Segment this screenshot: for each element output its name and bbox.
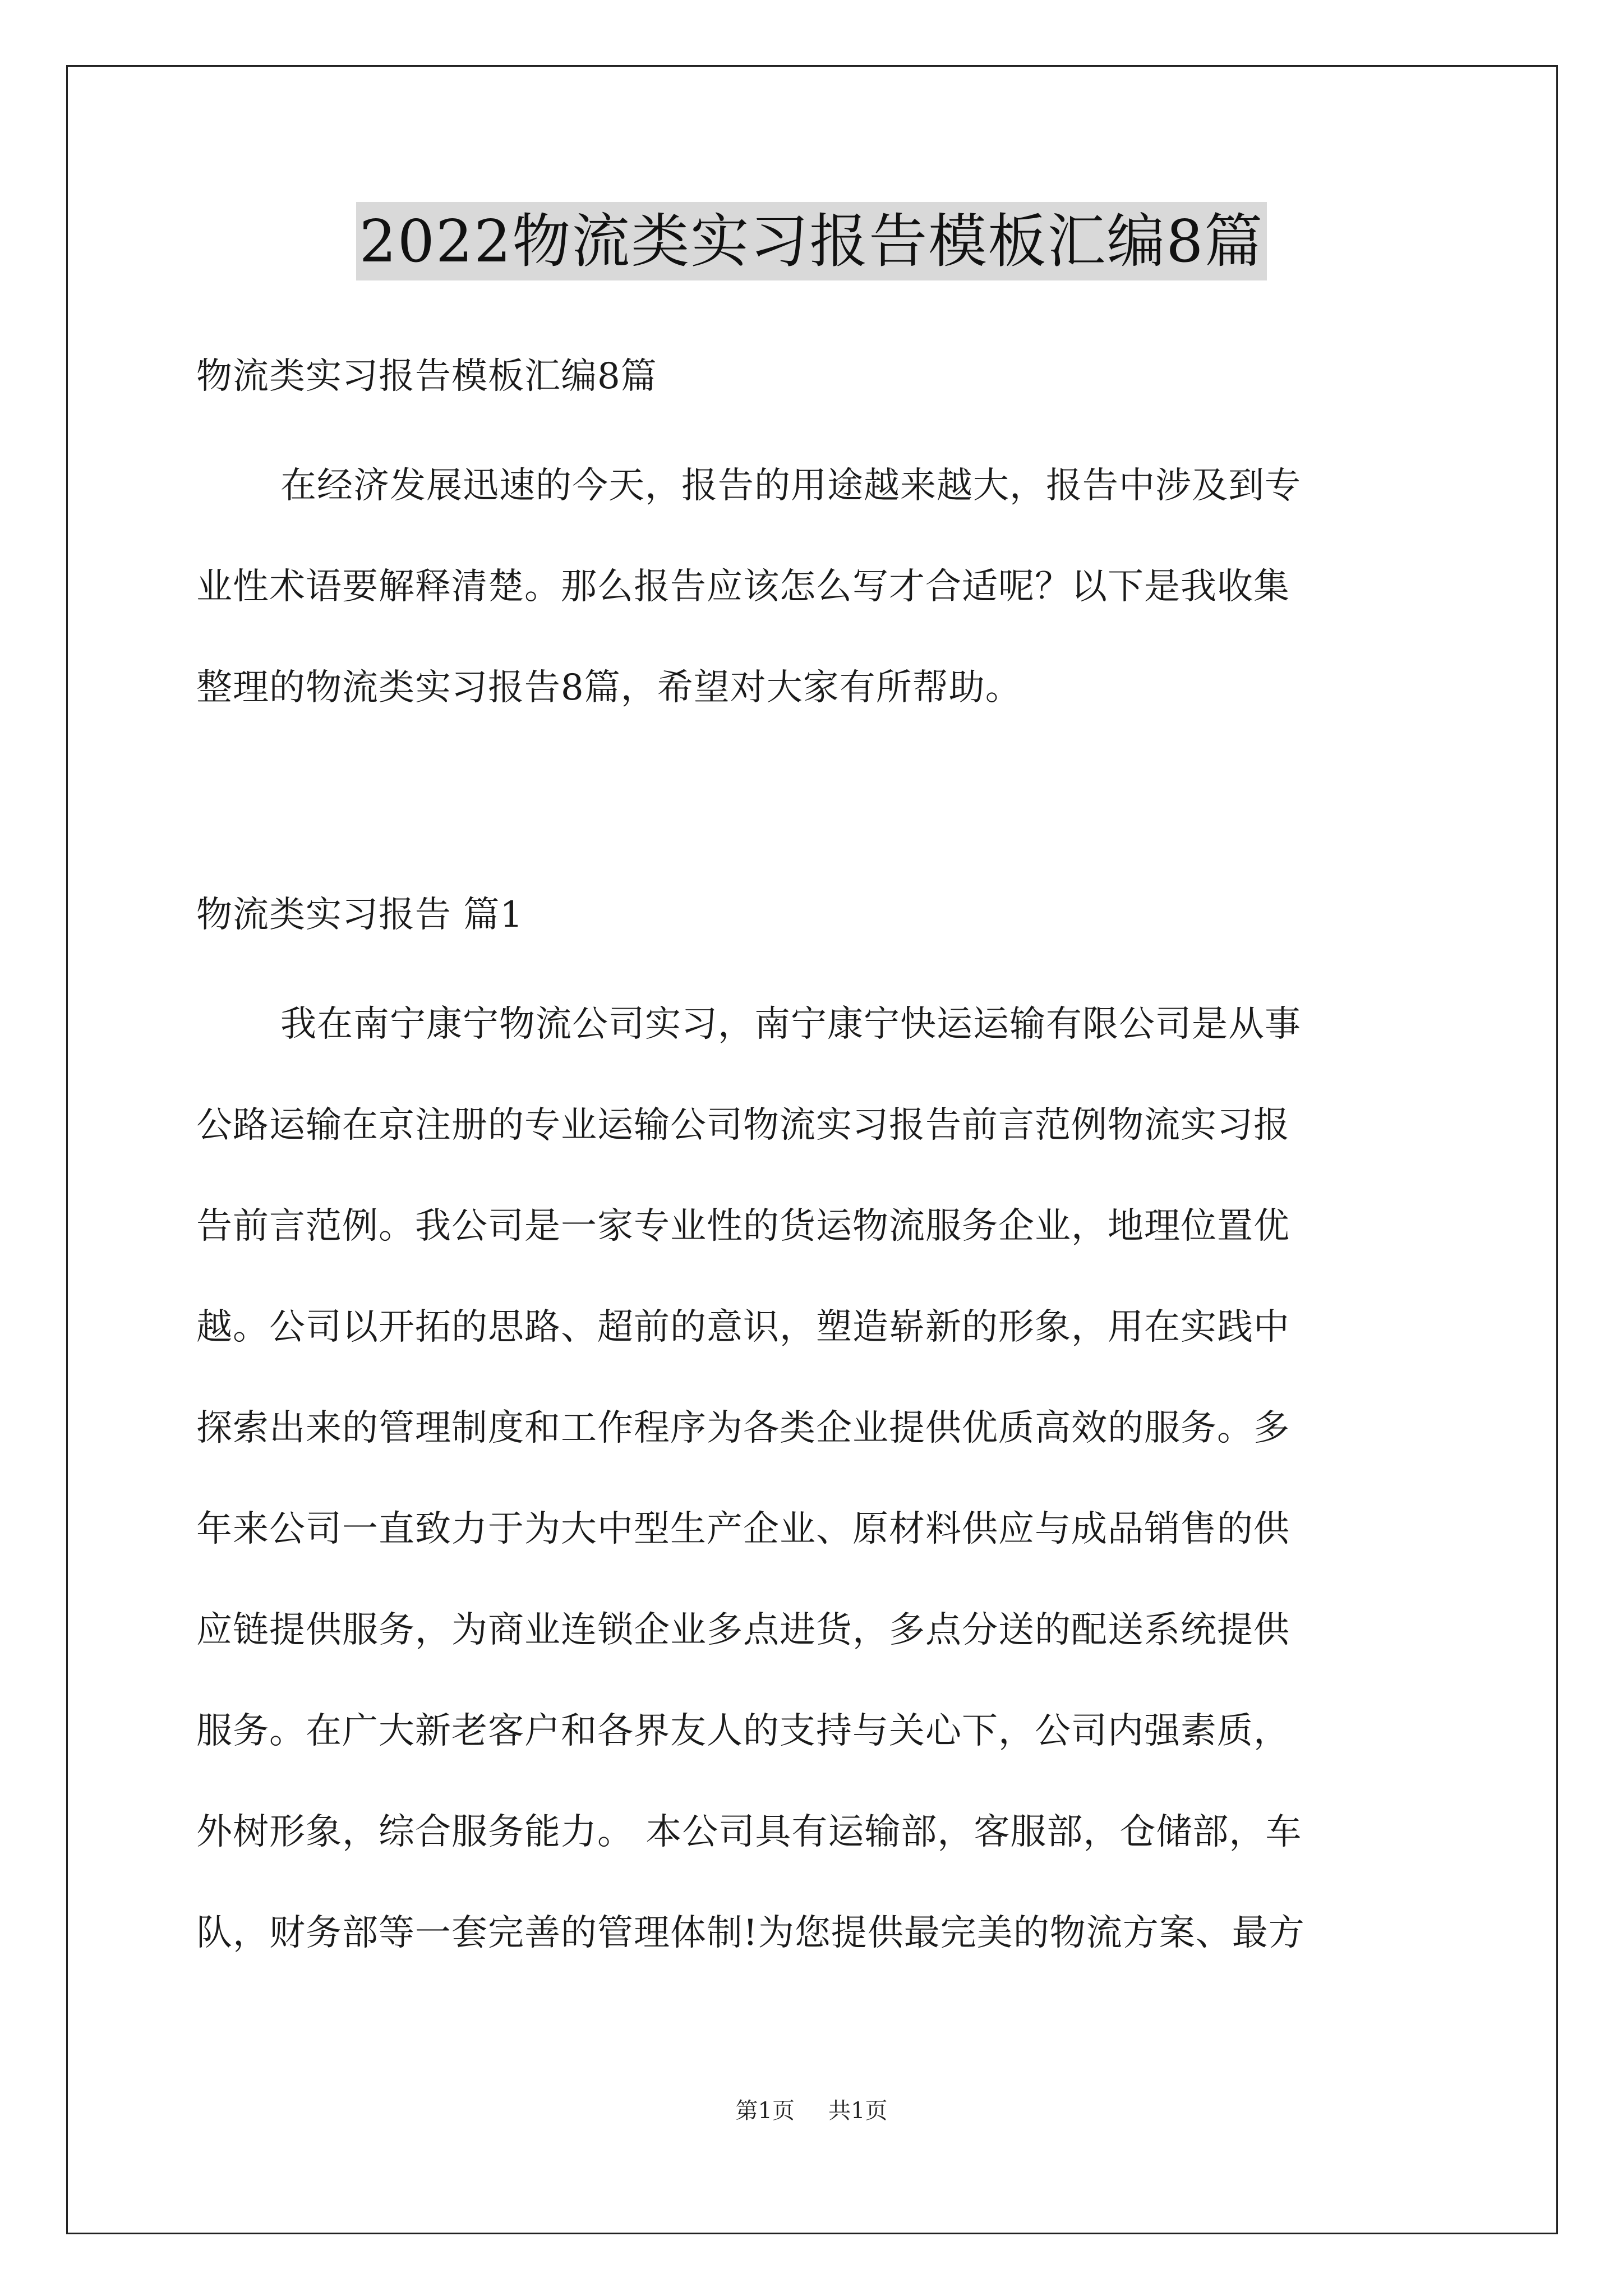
document-subtitle: 物流类实习报告模板汇编8篇 [196,356,657,397]
section-line: 外树形象，综合服务能力。 本公司具有运输部，客服部，仓储部，车 [196,1811,1302,1853]
page-number-total: 共1页 [828,2098,888,2124]
section-line: 探索出来的管理制度和工作程序为各类企业提供优质高效的服务。多 [196,1407,1290,1449]
section-line: 年来公司一直致力于为大中型生产企业、原材料供应与成品销售的供 [196,1508,1290,1550]
document-title: 2022物流类实习报告模板汇编8篇 [356,202,1267,280]
section-line: 越。公司以开拓的思路、超前的意识，塑造崭新的形象，用在实践中 [196,1306,1290,1348]
intro-line: 整理的物流类实习报告8篇，希望对大家有所帮助。 [196,667,1022,708]
section-line: 告前言范例。我公司是一家专业性的货运物流服务企业，地理位置优 [196,1205,1290,1247]
page-footer [0,2097,1623,2125]
section-heading: 物流类实习报告 篇1 [196,894,524,936]
section-line: 公路运输在京注册的专业运输公司物流实习报告前言范例物流实习报 [196,1105,1290,1146]
intro-line: 在经济发展迅速的今天，报告的用途越来越大，报告中涉及到专 [280,465,1301,507]
title-block [0,202,1623,280]
intro-line: 业性术语要解释清楚。那么报告应该怎么写才合适呢？以下是我收集 [196,566,1290,608]
section-line: 我在南宁康宁物流公司实习，南宁康宁快运运输有限公司是从事 [280,1004,1301,1045]
section-line: 应链提供服务，为商业连锁企业多点进货，多点分送的配送系统提供 [196,1609,1290,1651]
page-number-current: 第1页 [735,2098,795,2124]
section-line: 队，财务部等一套完善的管理体制!为您提供最完美的物流方案、最方 [196,1912,1305,1954]
section-line: 服务。在广大新老客户和各界友人的支持与关心下，公司内强素质， [196,1710,1290,1752]
